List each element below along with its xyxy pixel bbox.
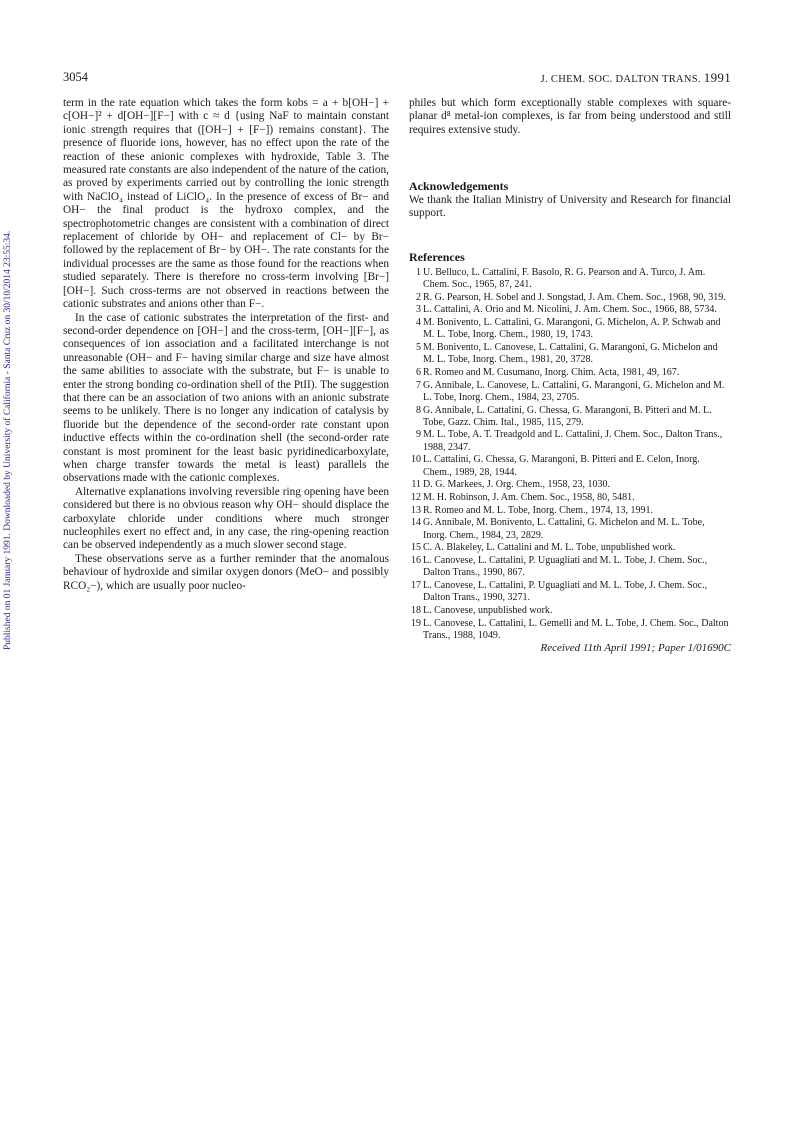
reference-text: M. Bonivento, L. Canovese, L. Cattalini, G. Marangoni, G. Michelon and M. L. Tobe, Inorg. Chem., 1981, 20, 3728.	[423, 342, 718, 366]
reference-text: G. Annibale, L. Cattalini, G. Chessa, G. Marangoni, B. Pitteri and M. L. Tobe, Gazz. Chim. Ital., 1985, 115, 279.	[423, 404, 712, 428]
page-number: 3054	[63, 70, 88, 84]
reference-text: R. G. Pearson, H. Sobel and J. Songstad, J. Am. Chem. Soc., 1968, 90, 319.	[423, 291, 726, 303]
reference-number: 8	[416, 404, 421, 416]
references-heading: References	[409, 250, 465, 265]
reference-text: M. L. Tobe, A. T. Treadgold and L. Cattalini, J. Chem. Soc., Dalton Trans., 1988, 2347.	[423, 429, 723, 453]
reference-number: 13	[411, 504, 421, 516]
running-head	[541, 70, 731, 86]
reference-number: 14	[411, 517, 421, 529]
reference-item	[409, 479, 731, 491]
reference-item	[409, 555, 731, 579]
reference-number: 17	[411, 579, 421, 591]
reference-number: 11	[411, 479, 421, 491]
reference-text: L. Canovese, L. Cattalini, P. Uguagliati and M. L. Tobe, J. Chem. Soc., Dalton Trans., 1990, 3271.	[423, 579, 708, 604]
reference-item	[409, 517, 731, 541]
references-list	[409, 267, 731, 642]
reference-number: 18	[411, 604, 421, 616]
reference-text: M. Bonivento, L. Cattalini, G. Marangoni, G. Michelon, A. P. Schwab and M. L. Tobe, Inorg. Chem., 1980, 19, 1743.	[423, 317, 721, 341]
reference-item	[409, 380, 731, 404]
body-paragraph: In the case of cationic substrates the interpretation of the first- and second-order dependence on [OH−] and the cross-term, [OH−][F−], as consequences of ion association and a facilitated interchange is not unreasonable (OH− and F− having similar charge and size have almost the same abilities to associate with the substrate, but F− is unable to enter the strong bonding co-ordination shell of the PtII). The suggestion that there can be an association of two anions with an anionic substrate seems to be unlikely. There is no longer any indication of catalysis by fluoride but the dependence of the second-order rate constant upon inductive effects within the co-ordination shell (the second-order rate constant is most prominent for the least basic pyridinedicarboxylate, when charge transfer towards the metal is least) parallels the observations made with the cationic complexes.	[63, 311, 389, 485]
reference-text: L. Cattalini, A. Orio and M. Nicolini, J. Am. Chem. Soc., 1966, 88, 5734.	[423, 304, 717, 316]
reference-text: G. Annibale, L. Canovese, L. Cattalini, G. Marangoni, G. Michelon and M. L. Tobe, Inorg. Chem., 1984, 23, 2705.	[423, 379, 725, 403]
reference-text: L. Canovese, L. Cattalini, L. Gemelli and M. L. Tobe, J. Chem. Soc., Dalton Trans., 1988, 1049.	[423, 617, 729, 641]
reference-number: 12	[411, 492, 421, 503]
reference-number: 2	[416, 291, 421, 303]
reference-item	[409, 317, 731, 341]
reference-number: 3	[416, 304, 421, 316]
received-date-line: Received 11th April 1991; Paper 1/01690C	[540, 642, 731, 655]
reference-number: 1	[416, 266, 421, 278]
reference-item	[409, 342, 731, 366]
reference-item	[409, 367, 731, 379]
acknowledgements-heading: Acknowledgements	[409, 179, 509, 194]
reference-item	[409, 454, 731, 478]
download-side-note[interactable]: Published on 01 January 1991. Downloaded by University of California - Santa Cruz on 30/10/2014 23:55:34.	[3, 230, 13, 650]
reference-item	[409, 292, 731, 304]
reference-text: C. A. Blakeley, L. Cattalini and M. L. Tobe, unpublished work.	[423, 542, 676, 554]
reference-item	[409, 605, 731, 617]
body-paragraph-continuation: philes but which form exceptionally stable complexes with square-planar d⁸ metal-ion complexes, is far from being understood and still requires extensive study.	[409, 97, 731, 136]
reference-text: D. G. Markees, J. Org. Chem., 1958, 23, 1030.	[423, 479, 611, 491]
reference-text: R. Romeo and M. L. Tobe, Inorg. Chem., 1974, 13, 1991.	[423, 504, 654, 516]
body-paragraph: These observations serve as a further reminder that the anomalous behaviour of hydroxide and similar oxygen donors (MeO− and possibly RCO₂−), which are usually poor nucleo-	[63, 552, 389, 592]
reference-item	[409, 580, 731, 604]
reference-text: G. Annibale, M. Bonivento, L. Cattalini, G. Michelon and M. L. Tobe, Inorg. Chem., 1984, 23, 2829.	[423, 517, 705, 541]
reference-number: 19	[411, 617, 421, 629]
reference-text: L. Canovese, L. Cattalini, P. Uguagliati and M. L. Tobe, J. Chem. Soc., Dalton Trans., 1990, 867.	[423, 555, 708, 579]
reference-text: M. H. Robinson, J. Am. Chem. Soc., 1958, 80, 5481.	[423, 492, 635, 503]
reference-text: U. Belluco, L. Cattalini, F. Basolo, R. G. Pearson and A. Turco, J. Am. Chem. Soc., 1965, 87, 241.	[423, 266, 706, 291]
reference-text: L. Canovese, unpublished work.	[423, 604, 553, 616]
reference-item	[409, 267, 731, 291]
reference-text: L. Cattalini, G. Chessa, G. Marangoni, B. Pitteri and E. Celon, Inorg. Chem., 1989, 28, 1944.	[423, 454, 700, 478]
reference-number: 7	[416, 379, 421, 391]
reference-item	[409, 505, 731, 517]
journal-name: J. CHEM. SOC. DALTON TRANS.	[540, 74, 701, 85]
reference-text: R. Romeo and M. Cusumano, Inorg. Chim. Acta, 1981, 49, 167.	[423, 366, 680, 378]
reference-number: 6	[416, 366, 421, 378]
body-paragraph: term in the rate equation which takes the form kobs = a + b[OH−] + c[OH−]² + d[OH−][F−] with c ≈ d {using NaF to maintain constant ionic strength requires that ([OH−] + [F−]) remains constant}. The presence of fluoride ions, however, has no effect upon the rate of the reaction of these anionic complexes with hydroxide, Table 3. The measured rate constants are also independent of the nature of the cation, as proved by experiments carried out by controlling the ionic strength with NaClO₄ instead of LiClO₄. In the presence of excess of Br− and OH− the final product is the hydroxo complex, and the spectrophotometric changes are consistent with a combination of direct replacement of chloride by OH− and replacement of Cl− by Br− followed by the replacement of Br− by OH−. The rate constants for the individual processes are the same as those found for the reactions when studied separately. There is therefore no cross-term involving [Br−][OH−]. Such cross-terms are not observed in reactions between the cationic substrates and anions other than F−.	[63, 97, 389, 311]
reference-item	[409, 618, 731, 642]
reference-item	[409, 405, 731, 429]
reference-number: 5	[416, 342, 421, 354]
reference-item	[409, 492, 731, 504]
acknowledgements-text: We thank the Italian Ministry of University and Research for financial support.	[409, 193, 731, 220]
reference-item	[409, 304, 731, 316]
right-column	[409, 97, 731, 656]
journal-year: 1991	[703, 70, 731, 85]
reference-item	[409, 429, 731, 453]
reference-number: 10	[411, 454, 421, 466]
reference-number: 4	[416, 317, 421, 329]
body-paragraph: Alternative explanations involving reversible ring opening have been considered but there is no obvious reason why OH− should displace the carboxylate chloride under conditions where much stronger nucleophiles exert no effect and, in any case, the ring-opening reaction can be observed independently as a much slower second stage.	[63, 485, 389, 552]
reference-number: 15	[411, 542, 421, 554]
reference-number: 9	[416, 429, 421, 441]
left-column	[63, 97, 389, 593]
reference-number: 16	[411, 555, 421, 567]
reference-item	[409, 542, 731, 554]
